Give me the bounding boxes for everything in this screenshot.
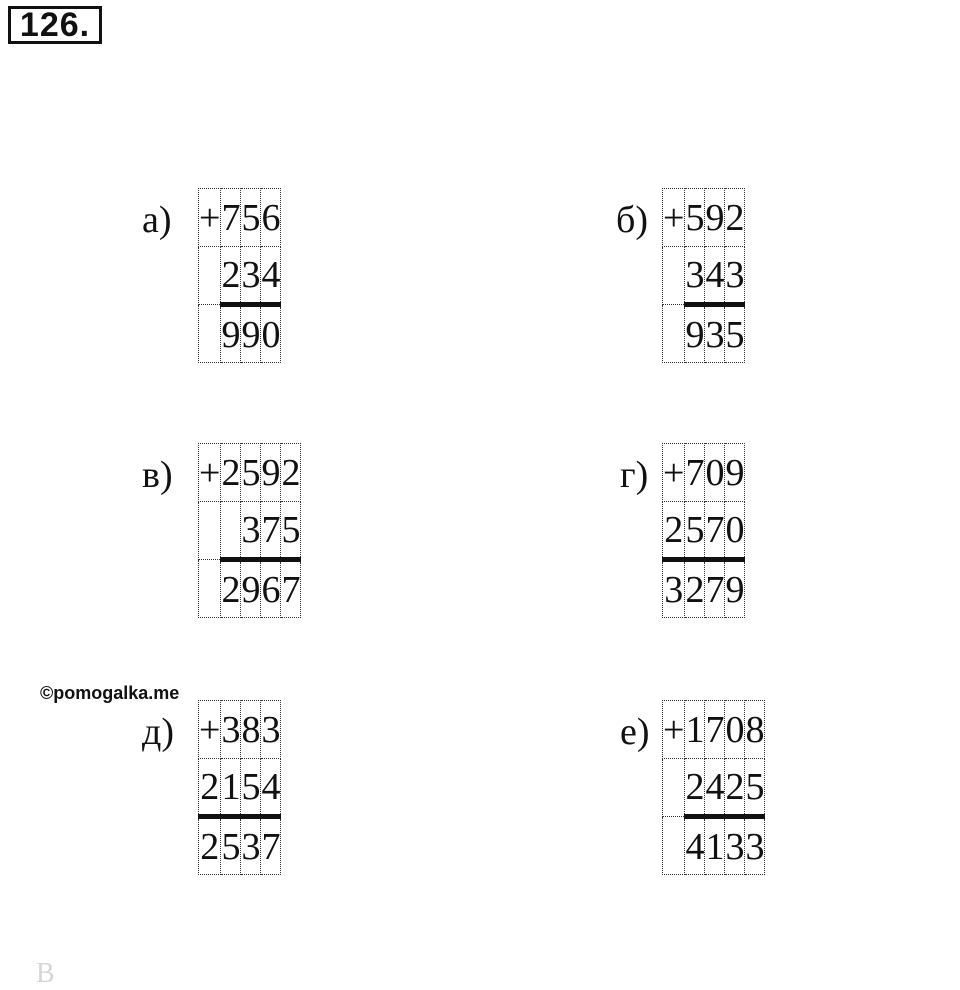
- digit-cell: [199, 305, 221, 363]
- plus-sign: +: [199, 444, 221, 502]
- sum-digit-cell: 7: [281, 560, 301, 618]
- grid-row-sum: [663, 560, 745, 618]
- digit-cell: 3: [221, 701, 241, 759]
- sum-digit-cell: 3: [725, 817, 745, 875]
- digit-cell: 4: [261, 247, 281, 305]
- column-addition-grid: [662, 700, 765, 875]
- grid-row-sum: [663, 817, 765, 875]
- digit-cell: 9: [261, 444, 281, 502]
- sum-digit-cell: 3: [745, 817, 765, 875]
- digit-cell: [663, 817, 685, 875]
- digit-cell: 5: [281, 502, 301, 560]
- digit-cell: 5: [241, 189, 261, 247]
- sum-digit-cell: 9: [685, 305, 705, 363]
- digit-cell: 6: [261, 189, 281, 247]
- digit-cell: [663, 247, 685, 305]
- digit-cell: 2: [685, 759, 705, 817]
- digit-cell: 3: [725, 247, 745, 305]
- sum-digit-cell: 3: [705, 305, 725, 363]
- digit-cell: 0: [725, 701, 745, 759]
- digit-cell: 7: [221, 189, 241, 247]
- grid-row-addend-1: [199, 189, 281, 247]
- sum-digit-cell: 3: [241, 817, 261, 875]
- sum-digit-cell: 7: [705, 560, 725, 618]
- plus-sign: +: [199, 701, 221, 759]
- column-addition-grid: [662, 188, 745, 363]
- digit-cell: 8: [241, 701, 261, 759]
- digit-cell: [199, 560, 221, 618]
- digit-cell: 2: [221, 444, 241, 502]
- digit-cell: [663, 759, 685, 817]
- digit-cell: 2: [725, 189, 745, 247]
- problem-letter: а): [142, 199, 172, 241]
- watermark: ©pomogalka.me: [40, 683, 180, 703]
- digit-cell: 2: [663, 502, 685, 560]
- digit-cell: 5: [241, 444, 261, 502]
- digit-cell: 3: [261, 701, 281, 759]
- digit-cell: 4: [261, 759, 281, 817]
- grid-row-addend-1: [663, 189, 745, 247]
- digit-cell: [199, 502, 221, 560]
- column-addition-grid: [198, 443, 301, 618]
- digit-cell: 9: [705, 189, 725, 247]
- digit-cell: 1: [221, 759, 241, 817]
- sum-digit-cell: 3: [663, 560, 685, 618]
- grid-row-addend-1: [663, 701, 765, 759]
- digit-cell: 2: [281, 444, 301, 502]
- sum-digit-cell: 9: [241, 305, 261, 363]
- sum-digit-cell: 9: [241, 560, 261, 618]
- digit-cell: 1: [685, 701, 705, 759]
- sum-digit-cell: 2: [221, 560, 241, 618]
- sum-digit-cell: 0: [261, 305, 281, 363]
- digit-cell: 5: [685, 502, 705, 560]
- sum-digit-cell: 7: [261, 817, 281, 875]
- digit-cell: 5: [685, 189, 705, 247]
- plus-sign: +: [663, 189, 685, 247]
- grid-row-sum: [199, 817, 281, 875]
- grid-row-addend-1: [663, 444, 745, 502]
- digit-cell: 4: [705, 247, 725, 305]
- task-number: 126.: [8, 6, 102, 44]
- grid-row-addend-2: [663, 759, 765, 817]
- digit-cell: [663, 305, 685, 363]
- plus-sign: +: [663, 701, 685, 759]
- sum-digit-cell: 5: [725, 305, 745, 363]
- digit-cell: 9: [725, 444, 745, 502]
- digit-cell: 2: [221, 247, 241, 305]
- column-addition-grid: [662, 443, 745, 618]
- problem-letter: д): [142, 711, 174, 753]
- digit-cell: 0: [725, 502, 745, 560]
- plus-sign: +: [663, 444, 685, 502]
- grid-row-addend-2: [199, 759, 281, 817]
- digit-cell: 3: [241, 502, 261, 560]
- digit-cell: 2: [199, 759, 221, 817]
- digit-cell: [199, 247, 221, 305]
- digit-cell: 7: [685, 444, 705, 502]
- digit-cell: 8: [745, 701, 765, 759]
- grid-row-addend-1: [199, 701, 281, 759]
- column-addition-grid: [198, 700, 281, 875]
- sum-digit-cell: 9: [221, 305, 241, 363]
- digit-cell: 5: [241, 759, 261, 817]
- grid-row-addend-1: [199, 444, 301, 502]
- sum-digit-cell: 4: [685, 817, 705, 875]
- digit-cell: 3: [685, 247, 705, 305]
- grid-row-addend-2: [199, 247, 281, 305]
- grid-row-addend-2: [663, 502, 745, 560]
- footer-faded-text: В: [36, 958, 55, 989]
- grid-row-sum: [199, 305, 281, 363]
- sum-digit-cell: 2: [199, 817, 221, 875]
- sum-digit-cell: 2: [685, 560, 705, 618]
- digit-cell: 5: [745, 759, 765, 817]
- problem-letter: б): [616, 199, 648, 241]
- sum-digit-cell: 1: [705, 817, 725, 875]
- digit-cell: 4: [705, 759, 725, 817]
- grid-row-addend-2: [199, 502, 301, 560]
- digit-cell: 0: [705, 444, 725, 502]
- problem-letter: в): [142, 454, 173, 496]
- digit-cell: 7: [261, 502, 281, 560]
- grid-row-sum: [199, 560, 301, 618]
- grid-row-sum: [663, 305, 745, 363]
- plus-sign: +: [199, 189, 221, 247]
- sum-digit-cell: 6: [261, 560, 281, 618]
- grid-row-addend-2: [663, 247, 745, 305]
- sum-digit-cell: 9: [725, 560, 745, 618]
- problem-letter: г): [620, 454, 649, 496]
- digit-cell: 7: [705, 701, 725, 759]
- sum-digit-cell: 5: [221, 817, 241, 875]
- digit-cell: [221, 502, 241, 560]
- digit-cell: 2: [725, 759, 745, 817]
- column-addition-grid: [198, 188, 281, 363]
- digit-cell: 7: [705, 502, 725, 560]
- problem-letter: е): [620, 711, 650, 753]
- digit-cell: 3: [241, 247, 261, 305]
